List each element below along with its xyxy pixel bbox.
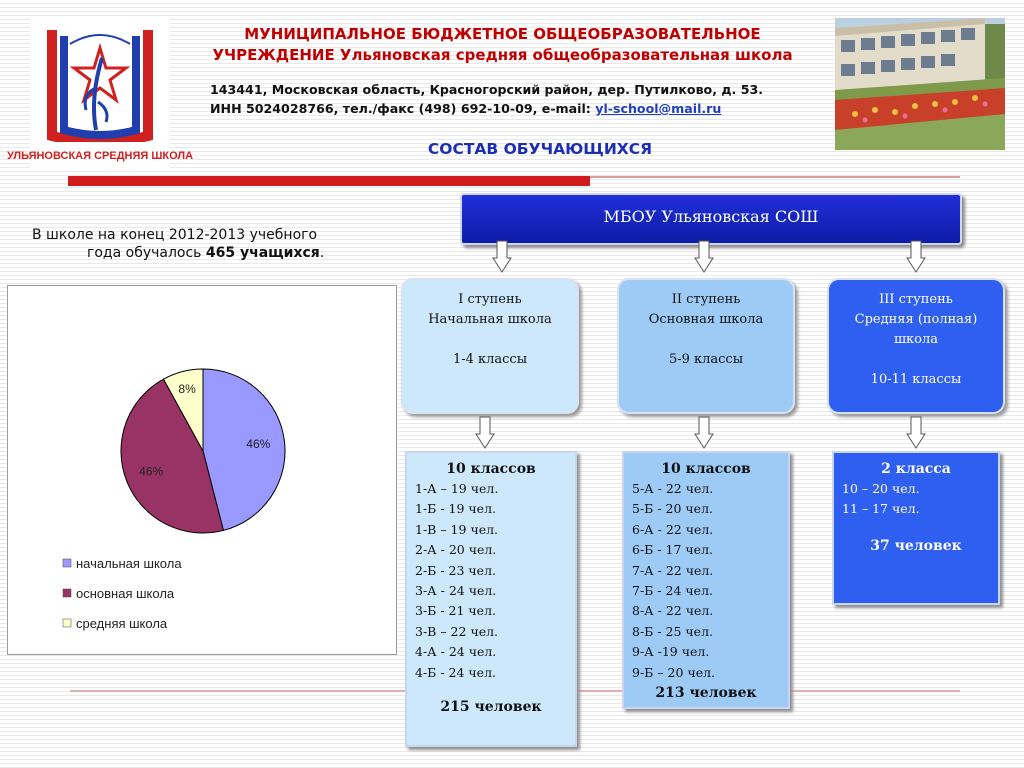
school-logo [6,18,194,168]
page-title: СОСТАВ ОБУЧАЮЩИХСЯ [427,140,653,158]
intro-period: . [319,245,325,261]
institution-name-line2: УЧРЕЖДЕНИЕ Ульяновская средняя общеобразовательная школа [212,46,793,64]
list-item: 6-А - 22 чел. [632,521,714,537]
email-link[interactable]: yl-school@mail.ru [595,101,722,116]
stage-school: Основная школа [648,312,764,327]
list-item: 9-Б – 20 чел. [632,664,716,680]
stage-school: Средняя (полная) школа [854,312,978,347]
class-list-high [832,451,1000,605]
list-item: 3-В – 22 чел. [415,623,499,639]
class-list-primary [405,451,577,747]
legend-swatch [63,619,71,627]
legend-label: основная школа [76,586,175,601]
stage-grades: 10-11 классы [870,372,962,387]
address-line: 143441, Московская область, Красногорский район, дер. Путилково, д. 53. [210,82,764,97]
address-block [210,80,830,118]
stage-high [827,278,1005,414]
stage-name: III ступень [879,292,953,307]
title-underline-gray [590,176,960,178]
intro-student-count: 465 учащихся [205,245,320,261]
list-item: 5-А - 22 чел. [632,481,714,496]
inn-phone-text: ИНН 5024028766, тел./факс (498) 692-10-09, e-mail: [210,101,596,116]
list-item: 11 – 17 чел. [842,501,920,517]
intro-text [22,226,397,262]
legend-swatch [63,559,71,567]
list-item: 7-А - 22 чел. [632,562,714,578]
list-header: 10 классов [446,461,536,477]
list-item: 3-Б - 21 чел. [415,603,496,619]
school-photo [835,18,1005,150]
list-total: 215 человек [440,699,542,716]
list-item: 8-А - 22 чел. [632,603,714,619]
stage-grades: 1-4 классы [452,352,528,367]
institution-name-line1: МУНИЦИПАЛЬНОЕ БЮДЖЕТНОЕ ОБЩЕОБРАЗОВАТЕЛЬНОЕ [244,25,761,43]
list-item: 4-Б - 24 чел. [415,664,496,680]
arrow-down-icon [694,240,714,274]
stage-primary [401,278,579,414]
stage-name: I ступень [458,292,522,307]
arrow-down-icon [906,240,926,274]
list-item: 4-А - 24 чел. [415,644,497,660]
stage-grades: 5-9 классы [668,352,744,367]
list-item: 9-А -19 чел. [632,644,710,660]
intro-line1: В школе на конец 2012-2013 учебного [32,227,318,243]
legend-label: средняя школа [76,616,168,631]
list-item: 3-А - 24 чел. [415,583,497,599]
list-item: 1-В – 19 чел. [415,521,499,537]
list-header: 10 классов [661,461,751,477]
pie-data-label: 46% [139,464,164,479]
list-item: 1-А – 19 чел. [415,481,499,496]
list-item: 2-Б - 23 чел. [415,562,496,578]
list-item: 10 – 20 чел. [842,481,920,496]
list-item: 1-Б - 19 чел. [415,501,496,517]
root-node: МБОУ Ульяновская СОШ [460,193,962,245]
legend-swatch [63,589,71,597]
intro-line2-text: года обучалось [87,245,206,261]
arrow-down-icon [475,416,495,450]
list-total: 37 человек [870,537,962,554]
arrow-down-icon [906,416,926,450]
list-header: 2 класса [881,461,951,477]
contacts-line [210,99,830,118]
pie-data-label: 8% [178,382,196,397]
stage-school: Начальная школа [428,312,552,327]
list-item: 5-Б - 20 чел. [632,501,713,517]
arrow-down-icon [492,240,512,274]
pie-chart-box [7,285,397,655]
title-underline-red [68,176,590,186]
pie-chart [8,286,396,654]
arrow-down-icon [694,416,714,450]
intro-line2 [22,244,397,262]
institution-name [180,24,825,66]
class-list-basic [622,451,790,709]
list-item: 6-Б - 17 чел. [632,542,713,558]
stage-basic [617,278,795,414]
list-item: 2-А - 20 чел. [415,542,497,558]
list-item: 8-Б - 25 чел. [632,623,713,639]
list-total: 213 человек [655,685,757,702]
stage-name: II ступень [671,292,741,307]
list-item: 7-Б - 24 чел. [632,583,713,599]
logo-bottom-text: УЛЬЯНОВСКАЯ СРЕДНЯЯ ШКОЛА [6,150,194,162]
legend-label: начальная школа [76,556,182,571]
pie-data-label: 46% [246,437,271,452]
